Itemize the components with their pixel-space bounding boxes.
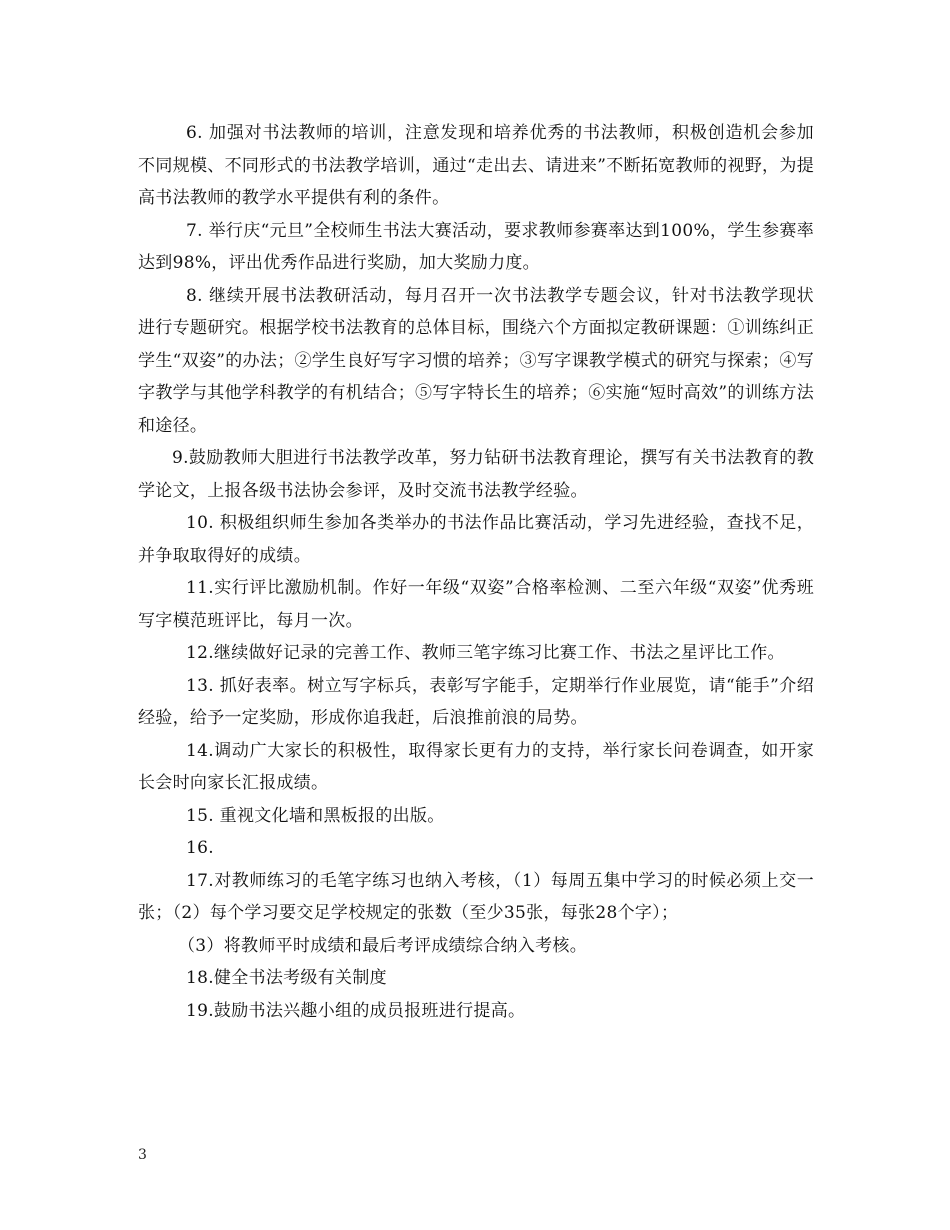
- paragraph-item-16: 16.: [186, 838, 214, 858]
- paragraph-item-11: 11.实行评比激励机制。作好一年级“双姿”合格率检测、二至六年级“双姿”优秀班写字模范班评比，每月一次。: [138, 578, 814, 631]
- paragraph-item-8: 8. 继续开展书法教研活动，每月召开一次书法教学专题会议，针对书法教学现状进行专题研究。根据学校书法教育的总体目标，围绕六个方面拟定教研课题：①训练纠正学生“双姿”的办法；②学生良好写字习惯的培养；③写字课教学模式的研究与探索；④写字教学与其他学科教学的有机结合；⑤写字特长生的培养；⑥实施“短时高效”的训练方法和途径。: [138, 285, 814, 436]
- page-number: 3: [138, 1147, 147, 1163]
- paragraph-item-9: 9.鼓励教师大胆进行书法教学改革，努力钻研书法教育理论，撰写有关书法教育的教学论文，上报各级书法协会参评，及时交流书法教学经验。: [138, 448, 814, 501]
- paragraph-item-17: 17.对教师练习的毛笔字练习也纳入考核，（1）每周五集中学习的时候必须上交一张；（2）每个学习要交足学校规定的张数（至少35张，每张28个字）；: [138, 870, 814, 923]
- paragraph-item-6: 6. 加强对书法教师的培训，注意发现和培养优秀的书法教师，积极创造机会参加不同规模、不同形式的书法教学培训，通过“走出去、请进来”不断拓宽教师的视野，为提高书法教师的教学水平提供有利的条件。: [138, 123, 814, 208]
- paragraph-item-15: 15. 重视文化墙和黑板报的出版。: [186, 805, 445, 826]
- paragraph-item-7: 7. 举行庆“元旦”全校师生书法大赛活动，要求教师参赛率达到100%，学生参赛率达到98%，评出优秀作品进行奖励，加大奖励力度。: [138, 220, 814, 273]
- paragraph-item-10: 10. 积极组织师生参加各类举办的书法作品比赛活动，学习先进经验，查找不足，并争取取得好的成绩。: [138, 513, 814, 566]
- paragraph-item-18: 18.健全书法考级有关制度: [186, 968, 387, 988]
- paragraph-item-19: 19.鼓励书法兴趣小组的成员报班进行提高。: [186, 1000, 526, 1021]
- body-text: [138, 117, 814, 1027]
- paragraph-item-17-continued: （3）将教师平时成绩和最后考评成绩综合纳入考核。: [178, 935, 588, 956]
- paragraph-item-12: 12.继续做好记录的完善工作、教师三笔字练习比赛工作、书法之星评比工作。: [186, 643, 785, 663]
- paragraph-item-13: 13. 抓好表率。树立写字标兵，表彰写字能手，定期举行作业展览，请“能手”介绍经验，给予一定奖励，形成你追我赶，后浪推前浪的局势。: [138, 675, 814, 728]
- paragraph-item-14: 14.调动广大家长的积极性，取得家长更有力的支持，举行家长问卷调查，如开家长会时向家长汇报成绩。: [138, 740, 814, 793]
